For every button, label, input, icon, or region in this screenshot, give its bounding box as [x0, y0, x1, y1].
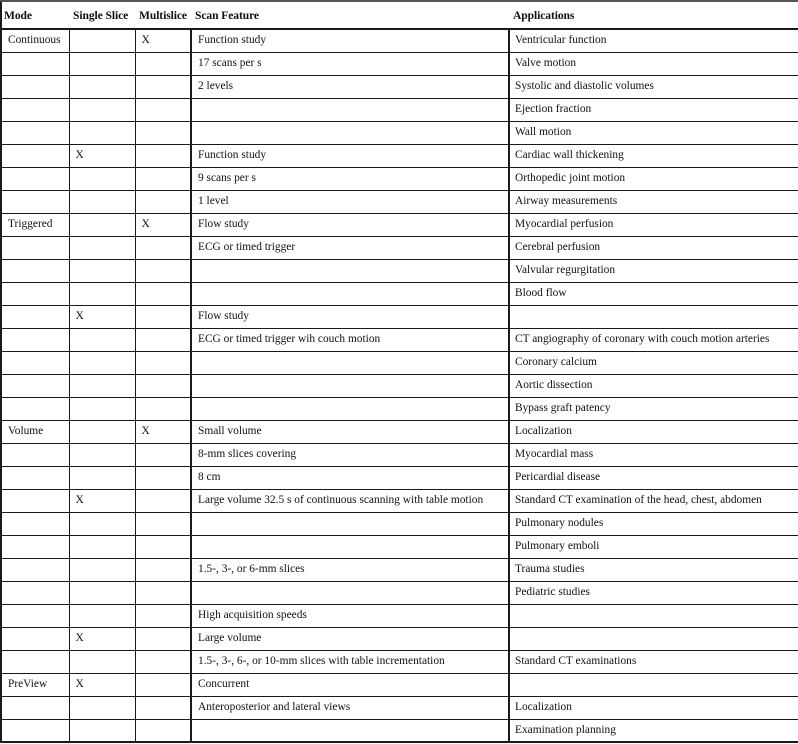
cell-multislice	[135, 489, 191, 512]
cell-multislice	[135, 581, 191, 604]
cell-applications: Localization	[509, 420, 798, 443]
table-row	[1, 535, 798, 558]
cell-mode	[1, 121, 69, 144]
table-row	[1, 98, 798, 121]
cell-scan-feature: Large volume	[191, 627, 509, 650]
cell-multislice	[135, 121, 191, 144]
cell-mode	[1, 443, 69, 466]
cell-mode	[1, 98, 69, 121]
table-row	[1, 489, 798, 512]
cell-mode	[1, 167, 69, 190]
cell-applications: Cardiac wall thickening	[509, 144, 798, 167]
cell-mode	[1, 305, 69, 328]
cell-mode	[1, 535, 69, 558]
cell-applications: Pulmonary emboli	[509, 535, 798, 558]
cell-multislice	[135, 167, 191, 190]
cell-mode	[1, 397, 69, 420]
cell-single-slice: X	[69, 489, 135, 512]
cell-multislice: X	[135, 213, 191, 236]
table-row	[1, 650, 798, 673]
header-row	[1, 1, 798, 29]
table-row	[1, 696, 798, 719]
cell-mode	[1, 604, 69, 627]
cell-mode: Triggered	[1, 213, 69, 236]
cell-multislice	[135, 75, 191, 98]
cell-single-slice	[69, 328, 135, 351]
cell-applications: Bypass graft patency	[509, 397, 798, 420]
cell-scan-feature: 8-mm slices covering	[191, 443, 509, 466]
cell-multislice	[135, 443, 191, 466]
table-row	[1, 466, 798, 489]
cell-single-slice	[69, 650, 135, 673]
cell-single-slice	[69, 604, 135, 627]
cell-applications: Pulmonary nodules	[509, 512, 798, 535]
cell-single-slice: X	[69, 144, 135, 167]
cell-scan-feature: 2 levels	[191, 75, 509, 98]
cell-multislice	[135, 696, 191, 719]
cell-applications: Systolic and diastolic volumes	[509, 75, 798, 98]
cell-applications: Orthopedic joint motion	[509, 167, 798, 190]
cell-single-slice	[69, 29, 135, 52]
cell-applications: Ejection fraction	[509, 98, 798, 121]
cell-mode	[1, 259, 69, 282]
cell-single-slice: X	[69, 627, 135, 650]
cell-scan-feature: 9 scans per s	[191, 167, 509, 190]
table-row	[1, 443, 798, 466]
cell-applications: Localization	[509, 696, 798, 719]
cell-single-slice: X	[69, 305, 135, 328]
cell-applications: Pericardial disease	[509, 466, 798, 489]
cell-multislice	[135, 144, 191, 167]
cell-scan-feature	[191, 719, 509, 742]
cell-multislice	[135, 190, 191, 213]
cell-mode	[1, 558, 69, 581]
cell-multislice	[135, 98, 191, 121]
table-row	[1, 167, 798, 190]
cell-scan-feature: 8 cm	[191, 466, 509, 489]
table-row	[1, 190, 798, 213]
cell-scan-feature	[191, 98, 509, 121]
header-mode: Mode	[1, 1, 69, 29]
cell-scan-feature	[191, 121, 509, 144]
table-row	[1, 627, 798, 650]
cell-single-slice	[69, 259, 135, 282]
cell-applications: Standard CT examination of the head, chest, abdomen	[509, 489, 798, 512]
cell-mode	[1, 650, 69, 673]
cell-applications: Valve motion	[509, 52, 798, 75]
cell-applications	[509, 305, 798, 328]
cell-mode	[1, 351, 69, 374]
cell-applications	[509, 604, 798, 627]
cell-scan-feature: ECG or timed trigger	[191, 236, 509, 259]
table-row	[1, 558, 798, 581]
table-row	[1, 121, 798, 144]
table-row	[1, 719, 798, 742]
cell-scan-feature	[191, 351, 509, 374]
cell-scan-feature: Concurrent	[191, 673, 509, 696]
cell-mode	[1, 374, 69, 397]
table-row	[1, 420, 798, 443]
table-row	[1, 52, 798, 75]
cell-single-slice	[69, 98, 135, 121]
table-row	[1, 213, 798, 236]
cell-single-slice	[69, 282, 135, 305]
cell-mode	[1, 328, 69, 351]
cell-applications: Examination planning	[509, 719, 798, 742]
cell-applications: Airway measurements	[509, 190, 798, 213]
cell-scan-feature	[191, 259, 509, 282]
cell-scan-feature: Flow study	[191, 305, 509, 328]
cell-mode	[1, 52, 69, 75]
cell-applications: Standard CT examinations	[509, 650, 798, 673]
cell-mode: Continuous	[1, 29, 69, 52]
table-row	[1, 259, 798, 282]
cell-multislice	[135, 374, 191, 397]
cell-single-slice	[69, 374, 135, 397]
cell-scan-feature	[191, 282, 509, 305]
cell-mode: Volume	[1, 420, 69, 443]
cell-multislice: X	[135, 420, 191, 443]
cell-scan-feature	[191, 397, 509, 420]
table-row	[1, 144, 798, 167]
cell-mode	[1, 696, 69, 719]
cell-multislice	[135, 328, 191, 351]
cell-applications: Myocardial perfusion	[509, 213, 798, 236]
cell-scan-feature: Large volume 32.5 s of continuous scanning with table motion	[191, 489, 509, 512]
cell-scan-feature: Flow study	[191, 213, 509, 236]
cell-single-slice	[69, 167, 135, 190]
cell-multislice	[135, 466, 191, 489]
cell-applications: Trauma studies	[509, 558, 798, 581]
cell-applications	[509, 673, 798, 696]
cell-applications: Pediatric studies	[509, 581, 798, 604]
cell-scan-feature: Function study	[191, 29, 509, 52]
cell-multislice	[135, 719, 191, 742]
cell-single-slice	[69, 719, 135, 742]
cell-single-slice	[69, 213, 135, 236]
cell-multislice	[135, 52, 191, 75]
cell-single-slice	[69, 581, 135, 604]
cell-mode	[1, 581, 69, 604]
cell-applications: Coronary calcium	[509, 351, 798, 374]
table-row	[1, 29, 798, 52]
cell-single-slice	[69, 443, 135, 466]
cell-multislice	[135, 604, 191, 627]
cell-single-slice: X	[69, 673, 135, 696]
header-scan-feature: Scan Feature	[191, 1, 509, 29]
cell-scan-feature: Anteroposterior and lateral views	[191, 696, 509, 719]
cell-scan-feature: Small volume	[191, 420, 509, 443]
cell-single-slice	[69, 75, 135, 98]
cell-mode	[1, 466, 69, 489]
cell-single-slice	[69, 466, 135, 489]
cell-applications: Myocardial mass	[509, 443, 798, 466]
table-row	[1, 397, 798, 420]
header-multislice: Multislice	[135, 1, 191, 29]
table-row	[1, 374, 798, 397]
cell-multislice	[135, 305, 191, 328]
table-row	[1, 282, 798, 305]
cell-single-slice	[69, 190, 135, 213]
cell-applications: Wall motion	[509, 121, 798, 144]
cell-applications: Ventricular function	[509, 29, 798, 52]
cell-mode	[1, 512, 69, 535]
cell-multislice	[135, 236, 191, 259]
header-applications: Applications	[509, 1, 798, 29]
cell-mode	[1, 627, 69, 650]
cell-single-slice	[69, 512, 135, 535]
cell-multislice	[135, 351, 191, 374]
cell-mode	[1, 236, 69, 259]
cell-mode	[1, 144, 69, 167]
cell-multislice	[135, 282, 191, 305]
cell-scan-feature	[191, 512, 509, 535]
cell-applications: Blood flow	[509, 282, 798, 305]
cell-applications: Cerebral perfusion	[509, 236, 798, 259]
cell-multislice	[135, 535, 191, 558]
cell-single-slice	[69, 558, 135, 581]
cell-multislice	[135, 512, 191, 535]
table-row	[1, 604, 798, 627]
table-row	[1, 673, 798, 696]
cell-multislice	[135, 558, 191, 581]
cell-mode	[1, 190, 69, 213]
cell-scan-feature	[191, 374, 509, 397]
cell-mode	[1, 282, 69, 305]
cell-mode	[1, 75, 69, 98]
cell-single-slice	[69, 397, 135, 420]
table-body	[1, 29, 798, 742]
table-row	[1, 75, 798, 98]
cell-multislice	[135, 627, 191, 650]
cell-scan-feature	[191, 535, 509, 558]
cell-multislice	[135, 673, 191, 696]
table-row	[1, 305, 798, 328]
cell-mode	[1, 489, 69, 512]
cell-single-slice	[69, 236, 135, 259]
cell-applications	[509, 627, 798, 650]
table-row	[1, 512, 798, 535]
cell-multislice: X	[135, 29, 191, 52]
cell-applications: Valvular regurgitation	[509, 259, 798, 282]
cell-scan-feature: ECG or timed trigger wih couch motion	[191, 328, 509, 351]
cell-scan-feature: High acquisition speeds	[191, 604, 509, 627]
cell-scan-feature: 1.5-, 3-, 6-, or 10-mm slices with table incrementation	[191, 650, 509, 673]
cell-mode	[1, 719, 69, 742]
table-row	[1, 236, 798, 259]
header-single-slice: Single Slice	[69, 1, 135, 29]
table-row	[1, 328, 798, 351]
cell-scan-feature: 1 level	[191, 190, 509, 213]
cell-multislice	[135, 397, 191, 420]
table-row	[1, 581, 798, 604]
cell-scan-feature: 1.5-, 3-, or 6-mm slices	[191, 558, 509, 581]
cell-scan-feature: Function study	[191, 144, 509, 167]
cell-multislice	[135, 259, 191, 282]
cell-applications: CT angiography of coronary with couch motion arteries	[509, 328, 798, 351]
cell-applications: Aortic dissection	[509, 374, 798, 397]
cell-scan-feature	[191, 581, 509, 604]
cell-single-slice	[69, 121, 135, 144]
table-row	[1, 351, 798, 374]
cell-scan-feature: 17 scans per s	[191, 52, 509, 75]
cell-single-slice	[69, 351, 135, 374]
cell-mode: PreView	[1, 673, 69, 696]
cell-multislice	[135, 650, 191, 673]
cell-single-slice	[69, 420, 135, 443]
cell-single-slice	[69, 535, 135, 558]
cell-single-slice	[69, 52, 135, 75]
cell-single-slice	[69, 696, 135, 719]
